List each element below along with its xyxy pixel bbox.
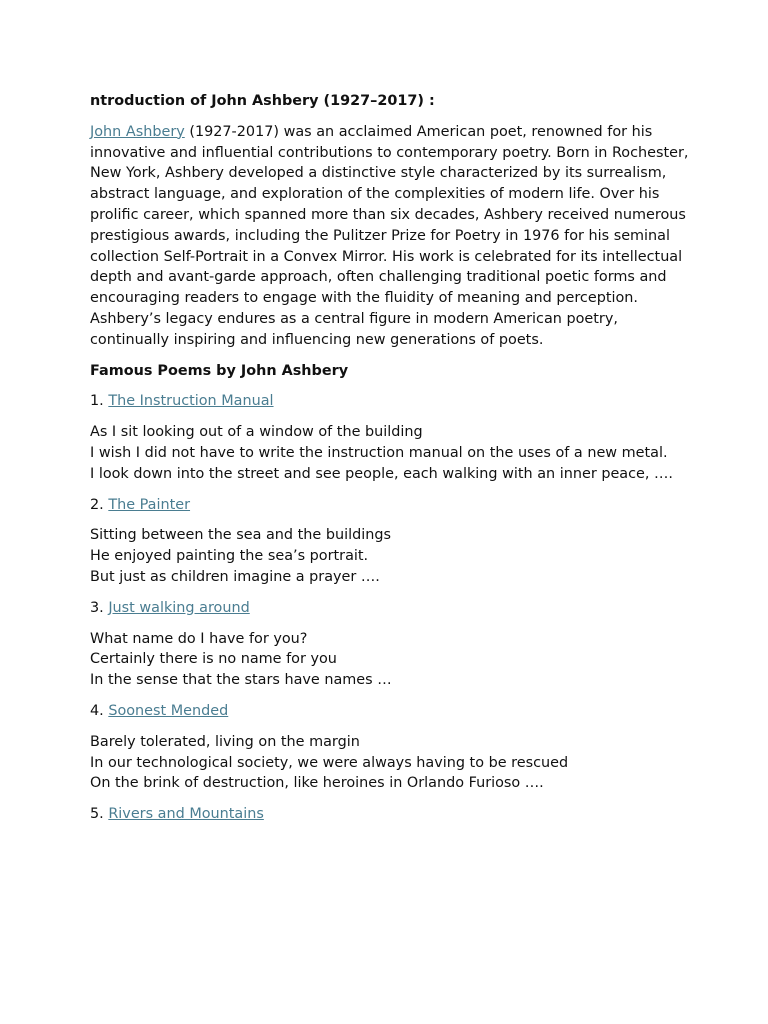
poem-link-rivers-and-mountains[interactable]: Rivers and Mountains	[108, 806, 264, 823]
poem-link-instruction-manual[interactable]: The Instruction Manual	[108, 393, 274, 410]
intro-paragraph	[90, 122, 690, 351]
poem-number: 5.	[90, 806, 104, 823]
poem-title-1	[90, 391, 690, 412]
poem-line: In our technological society, we were always having to be rescued	[90, 754, 569, 771]
poem-line: I look down into the street and see people, each walking with an inner peace, ….	[90, 465, 674, 482]
poem-line: On the brink of destruction, like heroines in Orlando Furioso ….	[90, 775, 544, 792]
poem-line: But just as children imagine a prayer ….	[90, 568, 380, 585]
poem-link-soonest-mended[interactable]: Soonest Mended	[108, 702, 229, 719]
intro-heading: ntroduction of John Ashbery (1927–2017) :	[90, 93, 435, 109]
poem-excerpt-2	[90, 525, 690, 587]
poem-line: I wish I did not have to write the instruction manual on the uses of a new metal.	[90, 444, 668, 461]
document-body	[90, 91, 690, 835]
poem-number: 1.	[90, 393, 104, 410]
poem-link-just-walking-around[interactable]: Just walking around	[108, 599, 250, 616]
poem-line: What name do I have for you?	[90, 630, 308, 647]
poem-line: Certainly there is no name for you	[90, 651, 337, 668]
john-ashbery-link[interactable]: John Ashbery	[90, 123, 185, 140]
poem-number: 4.	[90, 702, 104, 719]
poem-excerpt-4	[90, 732, 690, 794]
poem-excerpt-1	[90, 422, 690, 484]
poem-line: He enjoyed painting the sea’s portrait.	[90, 548, 369, 565]
poem-title-5	[90, 804, 690, 825]
poem-title-4	[90, 701, 690, 722]
poem-title-3	[90, 598, 690, 619]
poem-link-the-painter[interactable]: The Painter	[108, 496, 191, 513]
poem-line: In the sense that the stars have names …	[90, 672, 392, 689]
poem-number: 3.	[90, 599, 104, 616]
poem-excerpt-3	[90, 629, 690, 691]
poem-title-2	[90, 495, 690, 516]
poem-line: Sitting between the sea and the buildings	[90, 527, 391, 544]
poem-number: 2.	[90, 496, 104, 513]
intro-text: (1927-2017) was an acclaimed American poet, renowned for his innovative and influential contributions to contemporary poetry. Born in Rochester, New York, Ashbery developed a distinctive style characterized by its surrealism, abstract language, and exploration of the complexities of modern life. Over his prolific career, which spanned more than six decades, Ashbery received numerous prestigious awards, including the Pulitzer Prize for Poetry in 1976 for his seminal collection Self-Portrait in a Convex Mirror. His work is celebrated for its intellectual depth and avant-garde approach, often challenging traditional poetic forms and encouraging readers to engage with the fluidity of meaning and perception. Ashbery’s legacy endures as a central figure in modern American poetry, continually inspiring and influencing new generations of poets.	[90, 123, 689, 348]
poem-line: Barely tolerated, living on the margin	[90, 733, 360, 750]
poems-heading: Famous Poems by John Ashbery	[90, 362, 349, 379]
poem-line: As I sit looking out of a window of the building	[90, 424, 423, 441]
